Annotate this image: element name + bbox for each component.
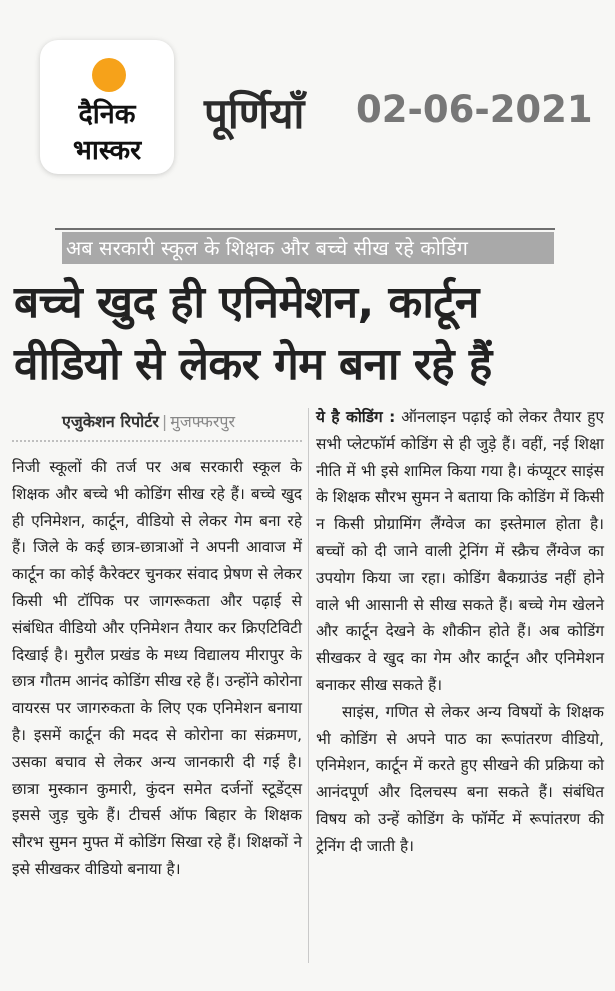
article-left-column [12,454,302,883]
left-column-text: निजी स्कूलों की तर्ज पर अब सरकारी स्कूल के शिक्षक और बच्चे भी कोडिंग सीख रहे हैं। बच्चे खुद ही एनिमेशन, कार्टून, वीडियो से लेकर गेम बना रहे हैं। जिले के कई छात्र-छात्राओं ने अपनी आवाज में कार्टून का कोई कैरेक्टर चुनकर संवाद प्रेषण से लेकर किसी भी टॉपिक पर जागरूकता और पढ़ाई से संबंधित वीडियो और एनिमेशन तैयार कर क्रिएटिविटी दिखाई है। मुरौल प्रखंड के मध्य विद्यालय मीरापुर के छात्र गौतम आनंद कोडिंग सीख रहे हैं। उन्होंने कोरोना वायरस पर जागरुकता के लिए एक एनिमेशन बनाया है। इसमें कार्टून की मदद से कोरोना का संक्रमण, उसका बचाव से लेकर अन्य जानकारी दी गई है। छात्रा मुस्कान कुमारी, कुंदन समेत दर्जनों स्टूडेंट्स इससे जुड़ चुके हैं। टीचर्स ऑफ बिहार के शिक्षक सौरभ सुमन मुफ्त में कोडिंग सिखा रहे हैं। शिक्षकों ने इसे सीखकर वीडियो बनाया है। [12,458,302,878]
article-right-column [316,404,604,860]
headline-line-1: बच्चे खुद ही एनिमेशन, कार्टून [14,277,479,328]
byline [62,410,235,432]
logo-text-line1: दैनिक [78,99,136,130]
sun-icon [92,58,126,92]
right-paragraph-2: साइंस, गणित से लेकर अन्य विषयों के शिक्षक भी कोडिंग से अपने पाठ का रूपांतरण वीडियो, एनिमेशन, कार्टून में करते हुए सीखने की प्रक्रिया को आनंदपूर्ण और दिलचस्प बना सकते हैं। संबंधित विषय को उन्हें कोडिंग के फॉर्मेट में रूपांतरण की ट्रेनिंग दी जाती है। [316,702,604,855]
kicker-rule [55,228,555,230]
byline-reporter: एजुकेशन रिपोर्टर [62,412,159,431]
logo-text-line2: भास्कर [72,135,142,166]
right-paragraph-1-text: ऑनलाइन पढ़ाई को लेकर तैयार हुए सभी प्लेटफॉर्म कोडिंग से ही जुड़े हैं। वहीं, नई शिक्षा नीति में भी इसे शामिल किया गया है। कंप्यूटर साइंस के शिक्षक सौरभ सुमन ने बताया कि कोडिंग में किसी न किसी प्रोग्रामिंग लैंग्वेज का इस्तेमाल होता है। बच्चों को दी जाने वाली ट्रेनिंग में स्क्रैच लैंग्वेज का उपयोग किया जा रहा। कोडिंग बैकग्राउंड नहीं होने वाले भी आसानी से सीख सकते हैं। बच्चे गेम खेलने और कार्टून देखने के शौकीन होते हैं। अब कोडिंग सीखकर वे खुद का गेम और कार्टून और एनिमेशन बनाकर सीख सकते हैं। [316,408,604,694]
byline-separator: | [161,412,168,431]
subhead-lead: ये है कोडिंग : [316,408,396,426]
headline-line-2: वीडियो से लेकर गेम बना रहे हैं [14,339,492,390]
edition-city: पूर्णियाँ [204,89,305,138]
edition-date: 02-06-2021 [356,88,593,131]
article-headline [14,272,604,396]
article-kicker: अब सरकारी स्कूल के शिक्षक और बच्चे सीख रहे कोडिंग [62,232,554,264]
column-divider [308,408,309,963]
byline-place: मुजफ्फरपुर [170,412,236,431]
byline-divider [12,440,302,442]
right-paragraph-1 [316,404,604,699]
newspaper-logo [40,40,174,174]
